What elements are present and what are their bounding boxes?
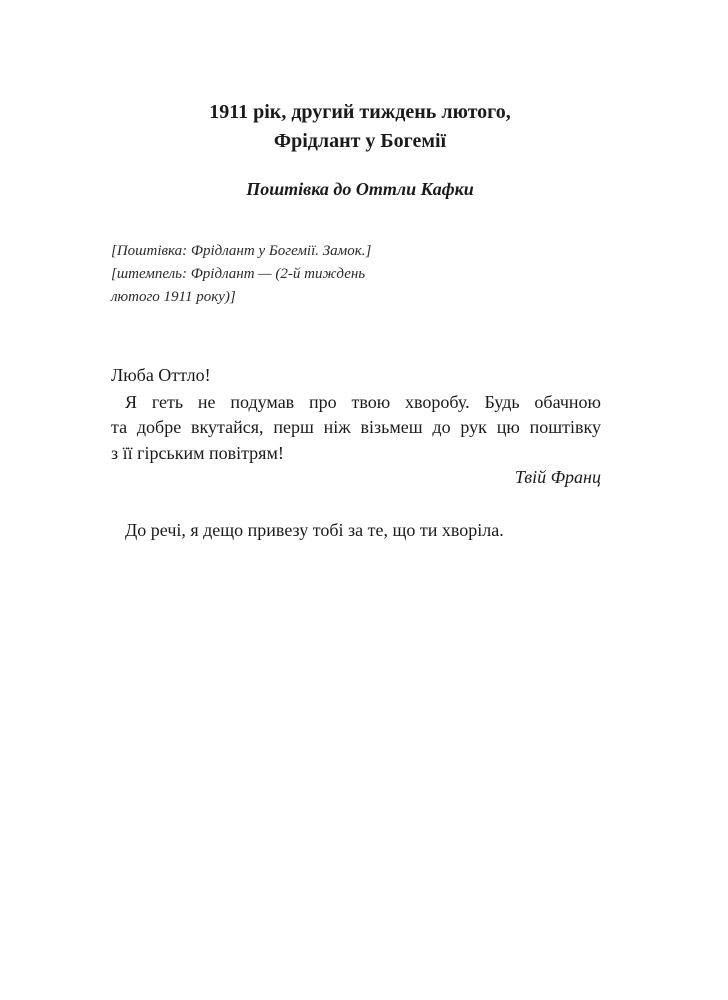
page-title-line-1: 1911 рік, другий тиждень лютого, (209, 101, 511, 123)
letter-signature: Твій Франц (514, 467, 601, 487)
letter-body-line-2: та добре вкутайся, перш ніж візьмеш до рук цю поштівку (111, 417, 601, 437)
letter-greeting: Люба Оттло! (111, 365, 211, 385)
letter-body-line-1: Я геть не подумав про твою хворобу. Будь обачною (125, 392, 601, 412)
editorial-note-line-2: [штемпель: Фрідлант — (2-й тиждень (111, 266, 366, 282)
editorial-note-line-1: [Поштівка: Фрідлант у Богемії. Замок.] (111, 243, 372, 259)
editorial-note-line-3: лютого 1911 року)] (111, 289, 236, 305)
page-title-line-2: Фрідлант у Богемії (273, 130, 447, 152)
section-subtitle: Поштівка до Оттли Кафки (246, 179, 474, 199)
letter-postscript: До речі, я дещо привезу тобі за те, що ти хворіла. (125, 520, 504, 540)
letter-body-line-3: з її гірським повітрям! (111, 443, 284, 463)
